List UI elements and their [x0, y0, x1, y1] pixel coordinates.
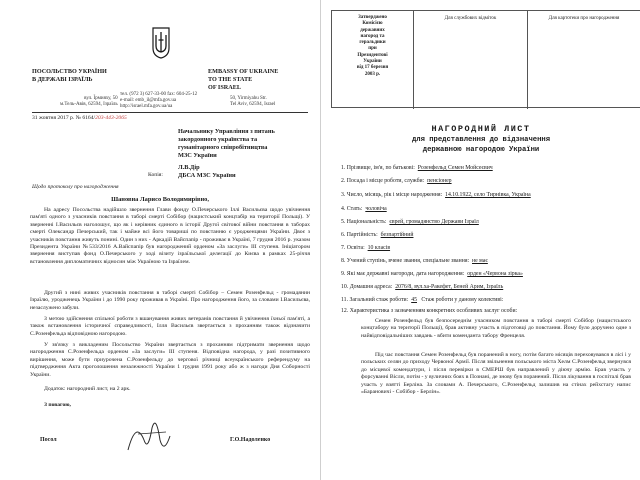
attachment-note: Додаток: нагородний лист, на 2 арк. [44, 386, 131, 392]
header-divider [32, 112, 308, 113]
letter-paragraph-3: З метою здійснення спільної роботи з вшанування живих ветеранів повстання й увічнення їхньої пам'яті, а також встановлення історичної справедливості, Ілля Васильєв звертається з проханням також відзначити С.Розенфельда відповідною нагородою. [30, 316, 310, 337]
field-full-name: 1. Прізвище, ім'я, по батькові: Розенфельд Семен Мойсеєвич [341, 165, 493, 171]
award-form-page [320, 0, 640, 480]
award-registry-col: Для картотеки про нагородження [548, 16, 620, 21]
copy-recipient-org: ДБСА МЗС України [178, 172, 236, 179]
signer-name: Г.О.Надоленко [230, 437, 271, 443]
field-party: 6. Партійність: безпартійний [341, 232, 414, 238]
field-awards: 9. Які має державні нагороди, дата нагородження: орден «Червона зірка» [341, 271, 523, 277]
field-nationality: 5. Національність: єврей, громадянство Держави Ізраїл [341, 219, 479, 225]
service-notes-col: Для службових відміток [414, 11, 528, 109]
copy-recipient-name: Л.В.Дір [178, 164, 200, 171]
address-en: 50, Yirmiyahu Str. Tel Aviv, 62594, Israel [230, 96, 276, 108]
addressee-block: Начальнику Управління з питань закордонного українства та гуманітарного співробітництва МЗС України [178, 128, 275, 159]
form-header-stamp [331, 10, 640, 108]
letter-paragraph-2: Другий з нині живих учасників повстання в таборі смерті Собібор – Семен Розенфельд - громадянин Ізраїлю, уродженець України і до 1990 року проживав в Україні. Про нагородження його, за словами І.Васильєва, незаслужено забули. [30, 290, 310, 311]
signature-scribble [118, 410, 178, 460]
address-ua: вул. Їрмияху, 50 м.Тель-Авів, 62594, Ізраїль [60, 96, 118, 108]
field-position: 2. Посада і місце роботи, служби: пенсіонер [341, 178, 452, 184]
letter-paragraph-4: У зв'язку з викладеним Посольство України звертається з проханням підтримати звернення щодо нагородження С.Розенфельда орденом «За заслуги» III ступеня. Відповідна нагорода, у разі позитивного вирішення, може бути приурочена С.Розенфельду до чергової річниці всеукраїнського референдуму на підтвердження Акта проголошення незалежності України 1 грудня 1991 року або ж з нагоди Дня Соборності України. [30, 342, 310, 378]
field-home-address: 10. Домашня адреса: 2076/8, вул.ха-Ракефет, Беней Арим, Ізраїль [341, 284, 504, 290]
field-birth: 3. Число, місяць, рік і місце народження: 14.10.1922, село Тирнівка, Україна [341, 192, 531, 198]
characteristic-paragraph-1: Семен Розенфельд був безпосереднім учасником повстання в таборі смерті Собібор (нацистського концтабору на території Польщі), брав активну участь в підготовці до повстання. Йому було доручено одне з найвідповідальніших завдань - вбити коменданта табору Френцеля. [361, 318, 631, 339]
stamp-approved-col: Затверджено Комісією державних нагород та геральдики при Президентові України від 17 березня 2003 р. [332, 11, 414, 109]
form-subtitle-2: державною нагородою України [422, 146, 540, 154]
date-line: 31 жовтня 2017 р. № 6164/203-443-2065 [32, 115, 127, 121]
subject-line: Щодо протоколу про нагородження [32, 184, 119, 190]
field-characteristic-label: 12. Характеристика з зазначенням конкретних особливих заслуг особи: [341, 308, 518, 314]
field-work-experience: 11. Загальний стаж роботи: 45 Стаж роботи у даному колективі: [341, 297, 504, 303]
signer-title: Посол [40, 437, 57, 443]
form-subtitle-1: для представлення до відзначення [411, 136, 551, 144]
closing: З повагою, [44, 402, 71, 408]
greeting: Шановна Ларисо Володимирівно, [111, 196, 209, 203]
letter-paragraph-1: На адресу Посольства надійшло звернення Глави фонду О.Печерського Іллі Васильєва щодо увічнення пам'яті одного з учасників повстання в таборі смерті Собібор (нацистський концтабір на території Польщі). У зверненні І.Васильєв наголошує, що як і керівник єдиного в історії Другої світової війни повстання в таборах смерті Олександр Печерський, так і майже всі його товариші по повстанню є уродженцями України. Двоє з учасників повстання живуть понині. Один з них - Аркадій Вайспапір - проживає в Україні, 7 грудня 2016 р. указом Президента України №533/2016 А.Вайспапір був нагороджений орденом «За заслуги» III ступеня. Ініціатором звернення виступав фонд О.Печерського у ході візиту ізраїльської делегації до Києва в рамках 25-річчя встановлення дипломатичних відносин між Україною та Ізраїлем. [30, 207, 310, 265]
field-education: 7. Освіта: 10 класів [341, 245, 391, 251]
embassy-name-ua: ПОСОЛЬСТВО УКРАЇНИ В ДЕРЖАВІ ІЗРАЇЛЬ [32, 68, 107, 83]
coat-of-arms-icon [150, 26, 172, 60]
form-title: НАГОРОДНИЙ ЛИСТ [431, 124, 531, 134]
field-degree: 8. Учений ступінь, вчене звання, спеціальне звання: не має [341, 258, 488, 264]
characteristic-paragraph-2: Під час повстання Семен Розенфельд був поранений в ногу, потім багато місяців переховувався в лісі і у польських селян до приходу Червоної Армії. Після звільнення польського міста Хелм С.Розенфельд звернувся до місцевої комендатури, і після перевірки в СМЕРШ був направлений у діючу армію. Брав участь у форсуванні Вісли, потім - у вуличних боях в Познані, де знову був поранений. Після лікування в госпіталі брав участь у взятті Берліна. За словами А. Печерського, С.Розенфельд залишив на стінах рейхстагу напис «Барановичі - Собібор - Берлін». [361, 352, 631, 396]
copy-label: Копія: [148, 172, 163, 178]
handwritten-number: 203-443-2065 [95, 115, 127, 121]
contact-info: тел. (972 3) 627-33-00 fax: 604-25-12 e-mail: emb_il@mfa.gov.ua http://israel.mfa.gov.ua/ua [120, 92, 198, 110]
embassy-name-en: EMBASSY OF UKRAINE TO THE STATE OF ISRAEL [208, 68, 279, 91]
field-sex: 4. Стать: чоловіча [341, 206, 387, 212]
